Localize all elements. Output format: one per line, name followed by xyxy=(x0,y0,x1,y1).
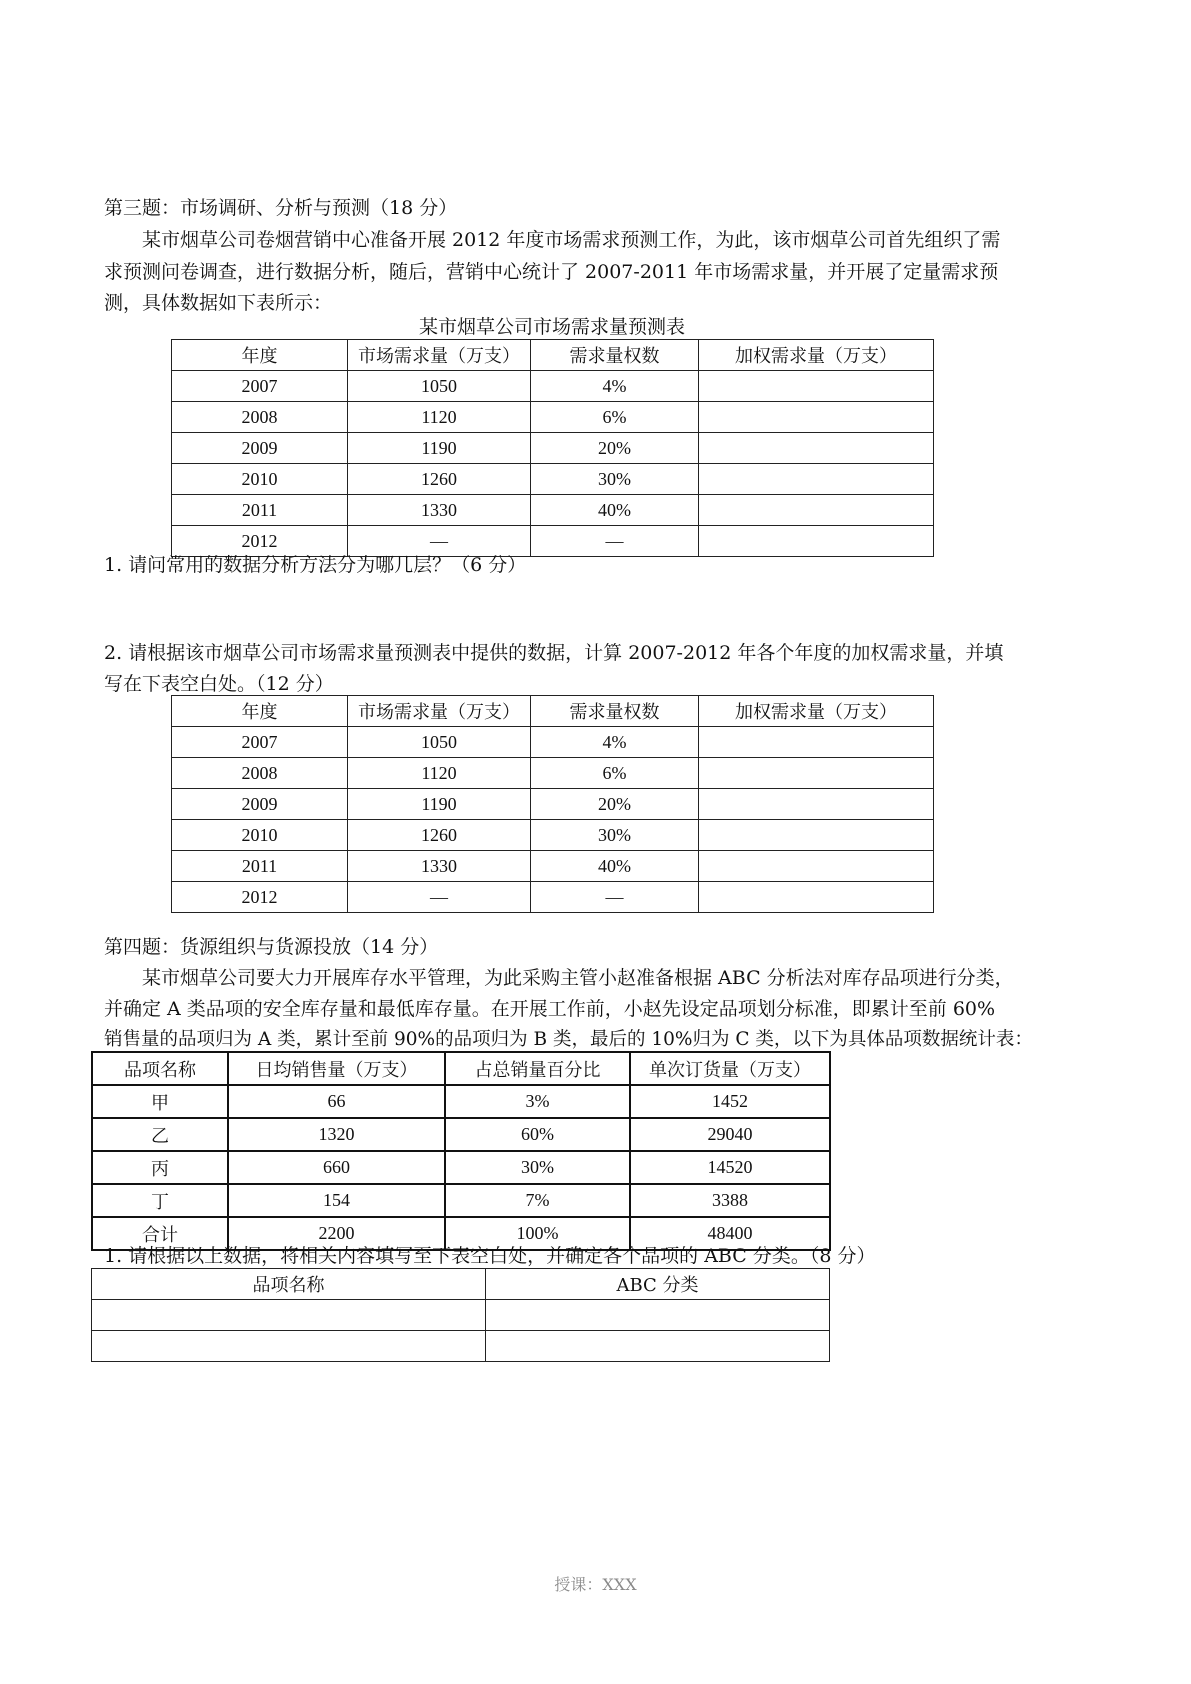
cell-weight: 40% xyxy=(531,495,699,526)
header-demand: 市场需求量（万支） xyxy=(348,340,531,371)
cell-sales-percent: 60% xyxy=(445,1118,630,1151)
header-weight: 需求量权数 xyxy=(531,340,699,371)
cell-weight: 30% xyxy=(531,820,699,851)
cell-demand: 1190 xyxy=(348,789,531,820)
table-header-row xyxy=(92,1052,830,1085)
q4-intro-line-2: 并确定 A 类品项的安全库存量和最低库存量。在开展工作前，小赵先设定品项划分标准，即累计至前 60% xyxy=(104,998,996,1020)
header-sales-percent: 占总销量百分比 xyxy=(445,1052,630,1085)
cell-sales-percent: 7% xyxy=(445,1184,630,1217)
cell-sales-percent: 3% xyxy=(445,1085,630,1118)
header-item-name: 品项名称 xyxy=(92,1052,228,1085)
cell-year: 2008 xyxy=(172,402,348,433)
cell-year: 2010 xyxy=(172,820,348,851)
header-weighted-demand: 加权需求量（万支） xyxy=(699,340,934,371)
cell-weight: 20% xyxy=(531,433,699,464)
table-row xyxy=(172,789,934,820)
cell-demand: 1120 xyxy=(348,758,531,789)
cell-order-quantity: 1452 xyxy=(630,1085,830,1118)
cell-year: 2010 xyxy=(172,464,348,495)
cell-weight: — xyxy=(531,882,699,913)
cell-weighted-demand[interactable] xyxy=(699,464,934,495)
cell-weight: 4% xyxy=(531,727,699,758)
table-header-row xyxy=(172,340,934,371)
cell-year: 2011 xyxy=(172,495,348,526)
cell-daily-sales: 154 xyxy=(228,1184,445,1217)
header-year: 年度 xyxy=(172,340,348,371)
cell-weight: 30% xyxy=(531,464,699,495)
table-row xyxy=(172,882,934,913)
cell-daily-sales: 1320 xyxy=(228,1118,445,1151)
cell-weight: 6% xyxy=(531,402,699,433)
q4-intro-line-3: 销售量的品项归为 A 类，累计至前 90%的品项归为 B 类，最后的 10%归为 C 类，以下为具体品项数据统计表： xyxy=(104,1029,1033,1050)
q4-subquestion-1: 1. 请根据以上数据，将相关内容填写至下表空白处，并确定各个品项的 ABC 分类。（8 分） xyxy=(104,1245,876,1267)
cell-demand: 1330 xyxy=(348,495,531,526)
cell-year: 2009 xyxy=(172,433,348,464)
cell-year: 2009 xyxy=(172,789,348,820)
cell-item-name: 乙 xyxy=(92,1118,228,1151)
cell-demand: 1260 xyxy=(348,820,531,851)
cell-weighted-demand[interactable] xyxy=(699,526,934,557)
cell-weight: — xyxy=(531,526,699,557)
q3-forecast-table xyxy=(171,339,934,557)
cell-item-name: 丙 xyxy=(92,1151,228,1184)
cell-item-name: 合计 xyxy=(92,1217,228,1250)
cell-abc-class[interactable] xyxy=(486,1331,830,1362)
q3-subquestion-2-line-1: 2. 请根据该市烟草公司市场需求量预测表中提供的数据，计算 2007-2012 年各个年度的加权需求量，并填 xyxy=(104,642,1004,664)
cell-demand: — xyxy=(348,526,531,557)
header-order-quantity: 单次订货量（万支） xyxy=(630,1052,830,1085)
cell-weight: 6% xyxy=(531,758,699,789)
cell-item-name: 甲 xyxy=(92,1085,228,1118)
table-row xyxy=(92,1085,830,1118)
cell-weighted-demand[interactable] xyxy=(699,727,934,758)
cell-daily-sales: 660 xyxy=(228,1151,445,1184)
header-weight: 需求量权数 xyxy=(531,696,699,727)
cell-daily-sales: 66 xyxy=(228,1085,445,1118)
table-row xyxy=(172,371,934,402)
table-header-row xyxy=(92,1269,830,1300)
table-row xyxy=(172,727,934,758)
cell-weighted-demand[interactable] xyxy=(699,789,934,820)
table-row xyxy=(92,1118,830,1151)
cell-sales-percent: 100% xyxy=(445,1217,630,1250)
header-year: 年度 xyxy=(172,696,348,727)
table-row xyxy=(172,851,934,882)
cell-order-quantity: 3388 xyxy=(630,1184,830,1217)
table-row xyxy=(172,433,934,464)
cell-weighted-demand[interactable] xyxy=(699,402,934,433)
cell-weight: 40% xyxy=(531,851,699,882)
table-row xyxy=(92,1184,830,1217)
cell-weight: 20% xyxy=(531,789,699,820)
table-header-row xyxy=(172,696,934,727)
cell-demand: 1050 xyxy=(348,727,531,758)
table-row xyxy=(92,1151,830,1184)
header-abc-class: ABC 分类 xyxy=(486,1269,830,1300)
table-row xyxy=(172,495,934,526)
cell-demand: 1330 xyxy=(348,851,531,882)
cell-year: 2012 xyxy=(172,882,348,913)
q4-heading: 第四题：货源组织与货源投放（14 分） xyxy=(104,936,439,958)
cell-weighted-demand[interactable] xyxy=(699,371,934,402)
q3-intro-line-1: 某市烟草公司卷烟营销中心准备开展 2012 年度市场需求预测工作，为此，该市烟草公司首先组织了需 xyxy=(142,229,1001,251)
cell-order-quantity: 48400 xyxy=(630,1217,830,1250)
header-demand: 市场需求量（万支） xyxy=(348,696,531,727)
q3-subquestion-1: 1. 请问常用的数据分析方法分为哪几层？（6 分） xyxy=(104,554,527,576)
table-row xyxy=(172,402,934,433)
q3-answer-table xyxy=(171,695,934,913)
cell-item-name[interactable] xyxy=(92,1331,486,1362)
q4-item-stats-table xyxy=(91,1051,831,1251)
cell-year: 2011 xyxy=(172,851,348,882)
q3-subquestion-2-line-2: 写在下表空白处。（12 分） xyxy=(104,673,334,695)
cell-weighted-demand[interactable] xyxy=(699,851,934,882)
cell-order-quantity: 29040 xyxy=(630,1118,830,1151)
table-row xyxy=(172,464,934,495)
cell-item-name: 丁 xyxy=(92,1184,228,1217)
cell-demand: 1190 xyxy=(348,433,531,464)
cell-year: 2007 xyxy=(172,727,348,758)
cell-demand: 1050 xyxy=(348,371,531,402)
cell-item-name[interactable] xyxy=(92,1300,486,1331)
cell-weighted-demand[interactable] xyxy=(699,882,934,913)
cell-weighted-demand[interactable] xyxy=(699,433,934,464)
header-item-name: 品项名称 xyxy=(92,1269,486,1300)
cell-weight: 4% xyxy=(531,371,699,402)
cell-weighted-demand[interactable] xyxy=(699,495,934,526)
cell-weighted-demand[interactable] xyxy=(699,758,934,789)
cell-year: 2008 xyxy=(172,758,348,789)
cell-demand: 1260 xyxy=(348,464,531,495)
q3-intro-line-2: 求预测问卷调查，进行数据分析，随后，营销中心统计了 2007-2011 年市场需求量，并开展了定量需求预 xyxy=(104,261,999,283)
q4-abc-answer-table xyxy=(91,1268,830,1362)
table-row xyxy=(92,1331,830,1362)
cell-demand: — xyxy=(348,882,531,913)
q3-table-title: 某市烟草公司市场需求量预测表 xyxy=(418,316,685,338)
header-daily-sales: 日均销售量（万支） xyxy=(228,1052,445,1085)
cell-daily-sales: 2200 xyxy=(228,1217,445,1250)
q3-heading: 第三题：市场调研、分析与预测（18 分） xyxy=(104,197,458,219)
cell-abc-class[interactable] xyxy=(486,1300,830,1331)
header-weighted-demand: 加权需求量（万支） xyxy=(699,696,934,727)
table-row xyxy=(172,758,934,789)
cell-weighted-demand[interactable] xyxy=(699,820,934,851)
table-row xyxy=(92,1300,830,1331)
q4-intro-line-1: 某市烟草公司要大力开展库存水平管理，为此采购主管小赵准备根据 ABC 分析法对库存品项进行分类， xyxy=(142,967,1014,989)
table-row xyxy=(172,820,934,851)
cell-year: 2007 xyxy=(172,371,348,402)
cell-year: 2012 xyxy=(172,526,348,557)
page-footer: 授课：XXX xyxy=(554,1575,637,1594)
cell-demand: 1120 xyxy=(348,402,531,433)
cell-order-quantity: 14520 xyxy=(630,1151,830,1184)
cell-sales-percent: 30% xyxy=(445,1151,630,1184)
q3-intro-line-3: 测，具体数据如下表所示： xyxy=(104,292,333,314)
